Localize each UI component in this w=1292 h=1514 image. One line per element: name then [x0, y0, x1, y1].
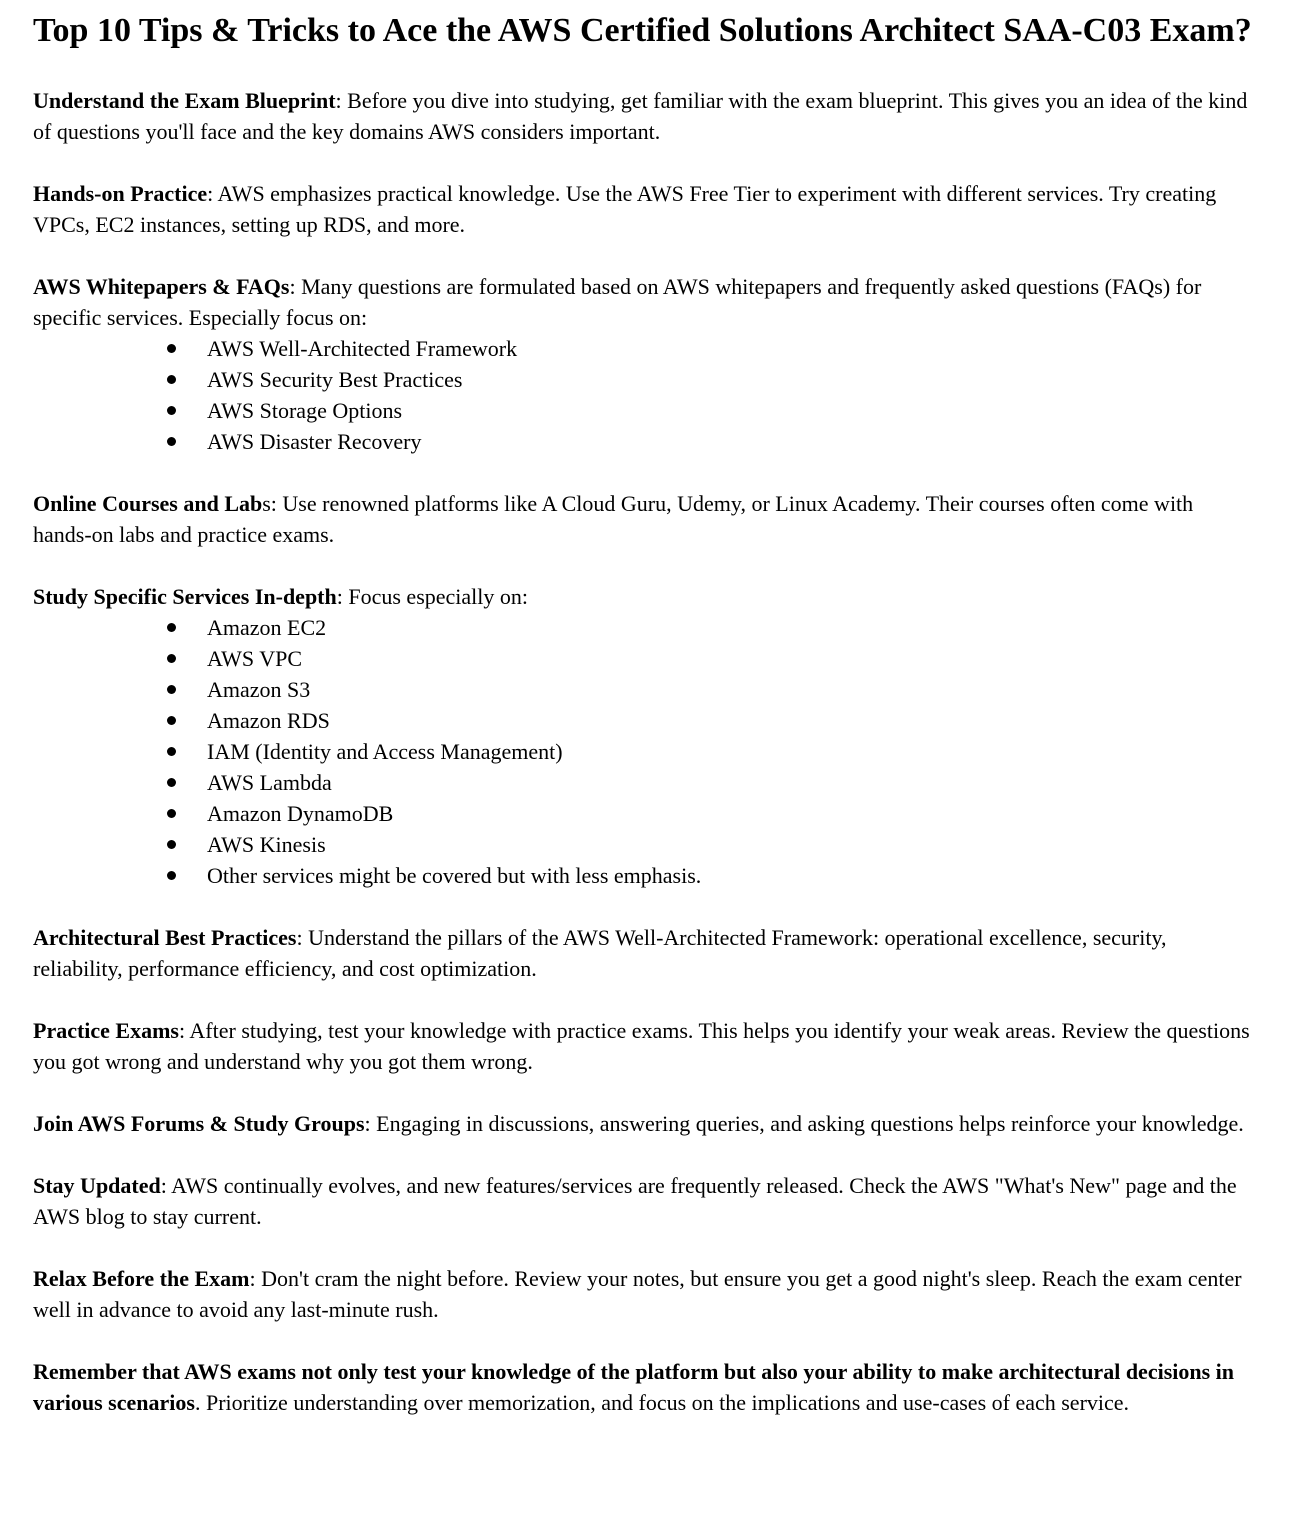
paragraph-text: : Understand the pillars of the AWS Well-Architected Framework: operational excellence, security, reliability, performance efficiency, and cost optimization.	[33, 925, 1167, 981]
paragraph-lead: Remember that AWS exams not only test your knowledge of the platform but also your ability to make architectural decisions in various scenarios	[33, 1359, 1235, 1415]
list-item: IAM (Identity and Access Management)	[207, 736, 1256, 767]
paragraph-lead: Hands-on Practice	[33, 181, 208, 206]
paragraph-text: : AWS emphasizes practical knowledge. Use the AWS Free Tier to experiment with different services. Try creating VPCs, EC2 instances, setting up RDS, and more.	[33, 181, 1217, 237]
list-item: AWS Well-Architected Framework	[207, 333, 1256, 364]
list-item: Amazon S3	[207, 674, 1256, 705]
paragraph-lead: Understand the Exam Blueprint	[33, 88, 336, 113]
para-remember-exam-advice	[33, 1356, 1256, 1418]
paragraph-text: : Focus especially on:	[336, 584, 528, 609]
para-understand-exam-blueprint	[33, 85, 1256, 147]
list-item: AWS Kinesis	[207, 829, 1256, 860]
paragraph-text: . Prioritize understanding over memorization, and focus on the implications and use-cases of each service.	[194, 1390, 1130, 1415]
para-study-specific-services	[33, 581, 1256, 612]
paragraph-text: : After studying, test your knowledge with practice exams. This helps you identify your weak areas. Review the questions you got wrong and understand why you got them wrong.	[33, 1018, 1250, 1074]
paragraph-text: s: Use renowned platforms like A Cloud Guru, Udemy, or Linux Academy. Their courses often come with hands-on labs and practice exams.	[33, 491, 1194, 547]
paragraph-text: : Many questions are formulated based on AWS whitepapers and frequently asked questions (FAQs) for specific services. Especially focus on:	[33, 274, 1202, 330]
list-item: AWS Lambda	[207, 767, 1256, 798]
bullet-list-whitepapers	[33, 333, 1256, 457]
paragraph-lead: Stay Updated	[33, 1173, 161, 1198]
para-architectural-best-practices	[33, 922, 1256, 984]
para-hands-on-practice	[33, 178, 1256, 240]
paragraph-lead: AWS Whitepapers & FAQs	[33, 274, 290, 299]
list-item: AWS VPC	[207, 643, 1256, 674]
para-stay-updated	[33, 1170, 1256, 1232]
paragraph-lead: Relax Before the Exam	[33, 1266, 250, 1291]
page-title: Top 10 Tips & Tricks to Ace the AWS Certified Solutions Architect SAA-C03 Exam?	[33, 12, 1252, 49]
paragraph-lead: Online Courses and Lab	[33, 491, 263, 516]
paragraph-lead: Architectural Best Practices	[33, 925, 297, 950]
list-item: Amazon EC2	[207, 612, 1256, 643]
list-item: AWS Storage Options	[207, 395, 1256, 426]
para-join-forums-study-groups	[33, 1108, 1256, 1139]
list-item: Amazon DynamoDB	[207, 798, 1256, 829]
paragraph-text: : Before you dive into studying, get familiar with the exam blueprint. This gives you an idea of the kind of questions you'll face and the key domains AWS considers important.	[33, 88, 1248, 144]
para-practice-exams	[33, 1015, 1256, 1077]
paragraph-text: : Engaging in discussions, answering queries, and asking questions helps reinforce your knowledge.	[364, 1111, 1244, 1136]
paragraph-lead: Practice Exams	[33, 1018, 179, 1043]
list-item: Other services might be covered but with less emphasis.	[207, 860, 1256, 891]
paragraph-lead: Study Specific Services In-depth	[33, 584, 337, 609]
list-item: Amazon RDS	[207, 705, 1256, 736]
paragraph-lead: Join AWS Forums & Study Groups	[33, 1111, 365, 1136]
para-online-courses-labs	[33, 488, 1256, 550]
para-aws-whitepapers-faqs	[33, 271, 1256, 333]
paragraph-text: : Don't cram the night before. Review your notes, but ensure you get a good night's sleep. Reach the exam center well in advance to avoid any last-minute rush.	[33, 1266, 1242, 1322]
list-item: AWS Security Best Practices	[207, 364, 1256, 395]
bullet-list-services	[33, 612, 1256, 891]
paragraph-text: : AWS continually evolves, and new features/services are frequently released. Check the AWS "What's New" page and the AWS blog to stay current.	[33, 1173, 1237, 1229]
para-relax-before-exam	[33, 1263, 1256, 1325]
list-item: AWS Disaster Recovery	[207, 426, 1256, 457]
